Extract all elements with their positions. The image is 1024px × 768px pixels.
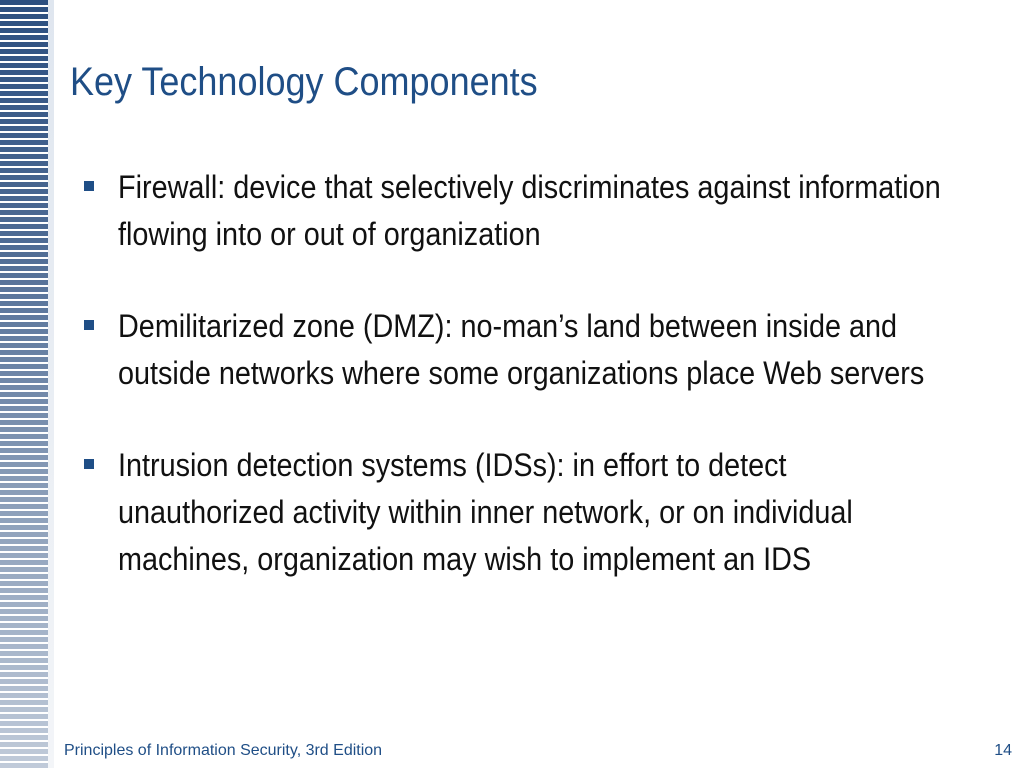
slide-title: Key Technology Components xyxy=(70,60,538,104)
sidebar-fade-overlay xyxy=(0,0,48,768)
bullet-item-firewall xyxy=(84,164,984,258)
bullet-list xyxy=(84,164,984,628)
square-bullet-icon xyxy=(84,320,94,330)
bullet-text: Firewall: device that selectively discriminates against information flowing into or out of organization xyxy=(118,169,941,252)
square-bullet-icon xyxy=(84,459,94,469)
footer-source: Principles of Information Security, 3rd Edition xyxy=(64,742,383,759)
square-bullet-icon xyxy=(84,181,94,191)
page-number: 14 xyxy=(994,742,1012,759)
bullet-text: Intrusion detection systems (IDSs): in effort to detect unauthorized activity within inner network, or on individual machines, organization may wish to implement an IDS xyxy=(118,447,853,577)
sidebar-edge xyxy=(48,0,54,768)
bullet-item-ids xyxy=(84,442,984,583)
bullet-text: Demilitarized zone (DMZ): no-man’s land between inside and outside networks where some organizations place Web servers xyxy=(118,308,925,391)
bullet-item-dmz xyxy=(84,303,984,397)
